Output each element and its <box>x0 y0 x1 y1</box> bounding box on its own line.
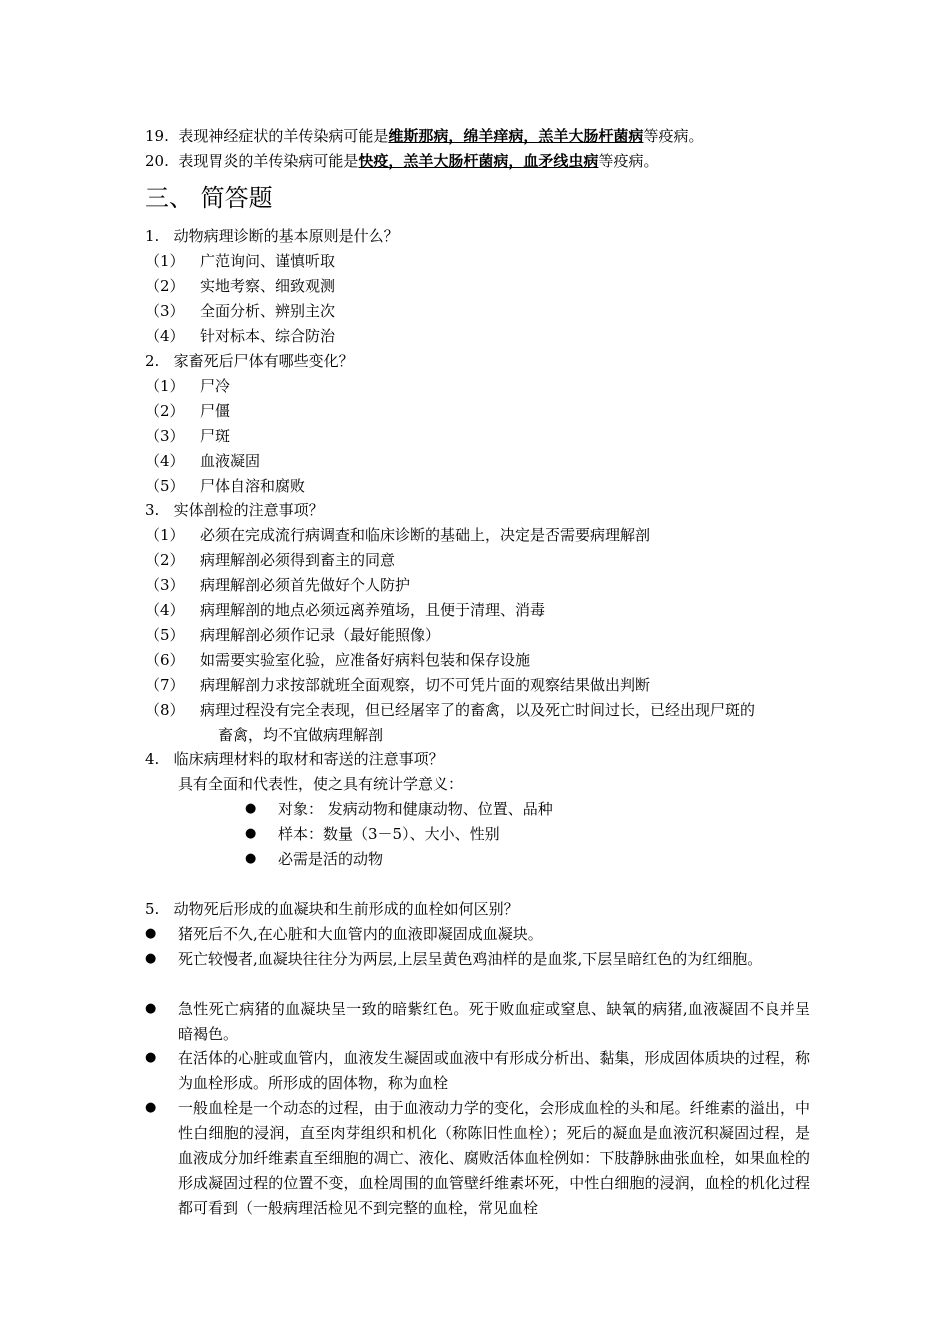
bullet-icon: ● <box>145 1050 157 1065</box>
question-text: 动物病理诊断的基本原则是什么？ <box>173 227 399 245</box>
item-index: （2） <box>145 402 185 420</box>
list-item-text: 广范询问、谨慎听取 <box>200 252 336 270</box>
list-item-text: 尸僵 <box>200 402 231 420</box>
question-5 <box>145 899 519 919</box>
question-2 <box>145 351 354 371</box>
item-index: （4） <box>145 452 185 470</box>
question-1 <box>145 226 399 246</box>
answer-paragraph: 猪死后不久,在心脏和大血管内的血液即凝固成血凝块。 <box>178 925 543 943</box>
list-item-text: 针对标本、综合防治 <box>200 327 336 345</box>
question-number: 4. <box>145 750 160 768</box>
question-3 <box>145 500 324 520</box>
list-item <box>145 625 185 645</box>
list-item <box>145 575 185 595</box>
list-item <box>145 650 185 670</box>
bullet-icon: ● <box>245 851 257 866</box>
bullet-text: 样本：数量（3－5）、大小、性别 <box>278 825 500 843</box>
item-index: （2） <box>145 551 185 569</box>
list-item <box>145 600 185 620</box>
question-number: 3. <box>145 501 160 519</box>
list-item <box>145 326 185 346</box>
bullet-icon: ● <box>245 826 257 841</box>
list-item-text: 全面分析、辨别主次 <box>200 302 336 320</box>
list-item <box>145 675 185 695</box>
bullet-text: 对象： 发病动物和健康动物、位置、品种 <box>278 800 553 818</box>
item-index: （5） <box>145 477 185 495</box>
bullet-icon: ● <box>145 1100 157 1115</box>
bullet-icon: ● <box>145 1001 157 1016</box>
bullet-icon: ● <box>245 801 257 816</box>
list-item-text: 病理解剖力求按部就班全面观察，切不可凭片面的观察结果做出判断 <box>200 676 651 694</box>
question-text: 临床病理材料的取材和寄送的注意事项？ <box>173 750 444 768</box>
item-index: （5） <box>145 626 185 644</box>
question-text: 实体剖检的注意事项？ <box>173 501 324 519</box>
list-item-text: 病理解剖必须作记录（最好能照像） <box>200 626 441 644</box>
item-index: （6） <box>145 651 185 669</box>
item-number: 20. <box>145 152 169 170</box>
list-item-text: 必须在完成流行病调查和临床诊断的基础上，决定是否需要病理解剖 <box>200 526 651 544</box>
list-item-text: 病理解剖必须首先做好个人防护 <box>200 576 411 594</box>
list-item-text: 尸斑 <box>200 427 231 445</box>
list-item-text: 尸冷 <box>200 377 231 395</box>
list-item <box>145 525 185 545</box>
item-index: （3） <box>145 576 185 594</box>
list-item <box>145 376 185 396</box>
question-text: 家畜死后尸体有哪些变化？ <box>173 352 354 370</box>
item-text: 表现神经症状的羊传染病可能是 <box>178 127 389 145</box>
list-item <box>145 476 185 496</box>
item-index: （3） <box>145 302 185 320</box>
answer-paragraph: 死亡较慢者,血凝块往往分为两层,上层呈黄色鸡油样的是血浆,下层呈暗红色的为红细胞。 <box>178 950 763 968</box>
item-text: 表现胃炎的羊传染病可能是 <box>178 152 359 170</box>
section-title: 三、 简答题 <box>145 184 273 212</box>
list-item <box>145 426 185 446</box>
question-4 <box>145 749 444 769</box>
question-number: 2. <box>145 352 160 370</box>
list-item <box>145 301 185 321</box>
item-suffix: 等疫病。 <box>598 152 659 170</box>
list-item-text: 病理解剖必须得到畜主的同意 <box>200 551 396 569</box>
item-index: （1） <box>145 377 185 395</box>
question-number: 1. <box>145 227 160 245</box>
item-index: （7） <box>145 676 185 694</box>
answer-paragraph: 一般血栓是一个动态的过程，由于血液动力学的变化，会形成血栓的头和尾。纤维素的溢出，中性白细胞的浸润，直至肉芽组织和机化（称陈旧性血栓）；死后的凝血是血液沉积凝固过程，是血液成分加纤维素直至细胞的凋亡、液化、腐败活体血栓例如：下肢静脉曲张血栓，如果血栓的形成凝固过程的位置不变，血栓周围的血管壁纤维素坏死，中性白细胞的浸润，血栓的机化过程都可看到（一般病理活检见不到完整的血栓，常见血栓 <box>178 1099 810 1217</box>
item-index: （1） <box>145 252 185 270</box>
fill-item-20 <box>145 151 658 171</box>
list-item <box>145 451 185 471</box>
item-index: （3） <box>145 427 185 445</box>
item-suffix: 等疫病。 <box>643 127 704 145</box>
list-item <box>145 251 185 271</box>
list-item <box>145 276 185 296</box>
list-item <box>145 401 185 421</box>
item-index: （1） <box>145 526 185 544</box>
list-item-text: 病理解剖的地点必须远离养殖场，且便于清理、消毒 <box>200 601 546 619</box>
answer-text: 维斯那病，绵羊痒病，羔羊大肠杆菌病 <box>388 127 644 145</box>
item-index: （4） <box>145 327 185 345</box>
fill-item-19 <box>145 126 703 146</box>
item-number: 19. <box>145 127 169 145</box>
list-item-text: 血液凝固 <box>200 452 261 470</box>
list-item-text: 如需要实验室化验，应准备好病料包装和保存设施 <box>200 651 531 669</box>
item-index: （2） <box>145 277 185 295</box>
bullet-icon: ● <box>145 951 157 966</box>
question-number: 5. <box>145 900 160 918</box>
bullet-text: 必需是活的动物 <box>278 850 384 868</box>
list-item-text-continued: 畜禽，均不宜做病理解剖 <box>218 726 384 744</box>
answer-paragraph: 急性死亡病猪的血凝块呈一致的暗紫红色。死于败血症或窒息、缺氧的病猪,血液凝固不良并呈暗褐色。 <box>178 1000 810 1043</box>
answer-paragraph: 在活体的心脏或血管内，血液发生凝固或血液中有形成分析出、黏集，形成固体质块的过程，称为血栓形成。所形成的固体物，称为血栓 <box>178 1049 810 1092</box>
list-item <box>145 550 185 570</box>
list-item-text: 实地考察、细致观测 <box>200 277 336 295</box>
bullet-icon: ● <box>145 926 157 941</box>
item-index: （4） <box>145 601 185 619</box>
list-item-text: 尸体自溶和腐败 <box>200 477 306 495</box>
question-intro: 具有全面和代表性，使之具有统计学意义： <box>178 775 464 793</box>
item-index: （8） <box>145 701 185 719</box>
answer-text: 快疫，羔羊大肠杆菌病，血矛线虫病 <box>358 152 599 170</box>
question-text: 动物死后形成的血凝块和生前形成的血栓如何区别？ <box>173 900 519 918</box>
list-item-text: 病理过程没有完全表现，但已经屠宰了的畜禽，以及死亡时间过长，已经出现尸斑的 <box>200 701 756 719</box>
list-item <box>145 700 185 720</box>
